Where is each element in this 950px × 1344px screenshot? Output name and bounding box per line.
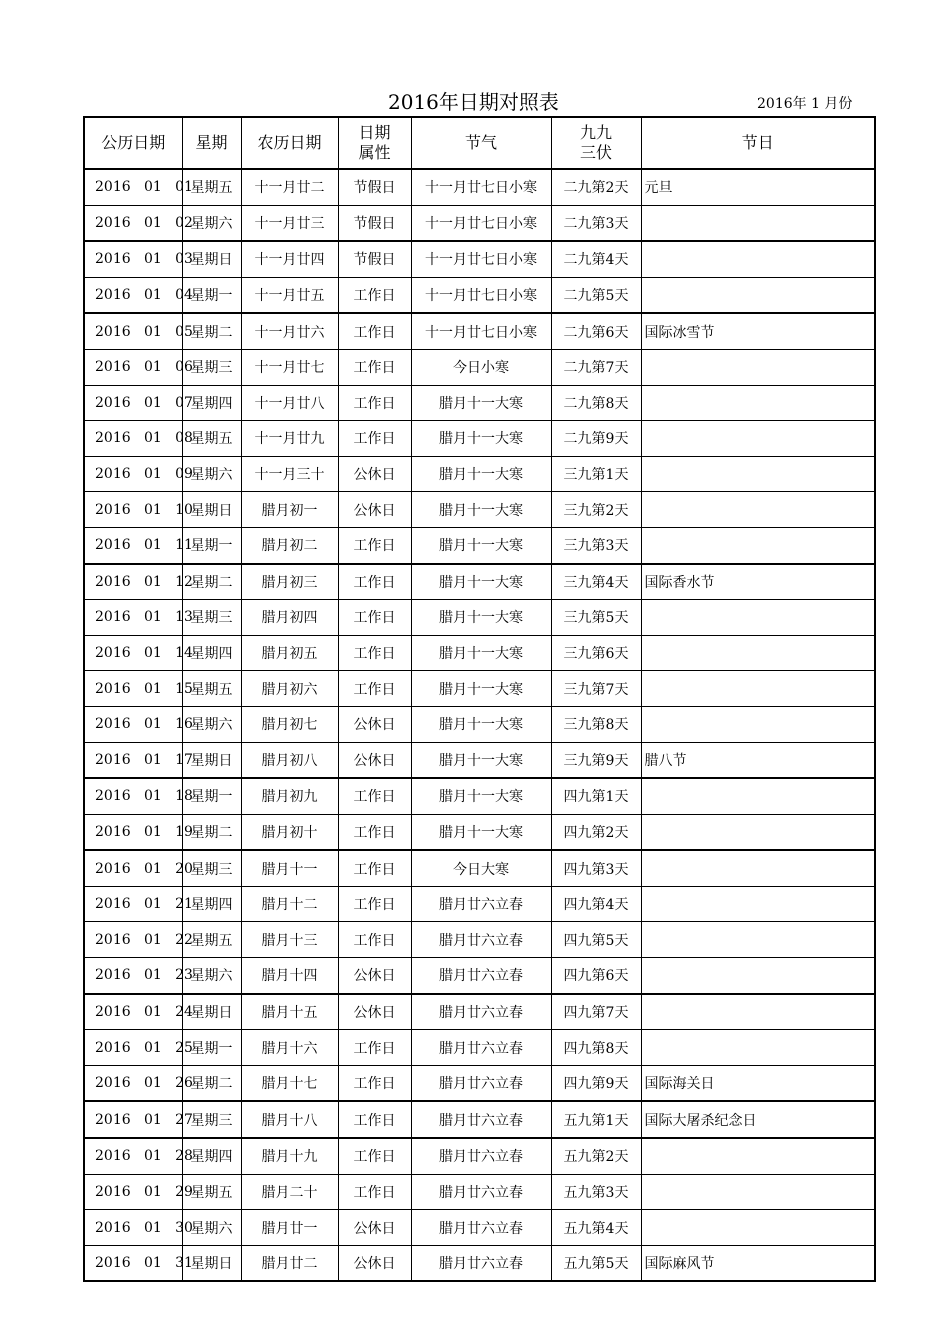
cell-holiday <box>641 277 875 313</box>
cell-weekday: 星期三 <box>182 349 241 385</box>
cell-date: 2016 01 11 <box>84 527 182 563</box>
cell-attr: 公休日 <box>338 456 411 492</box>
cell-term: 腊月十一大寒 <box>411 635 551 671</box>
cell-lunar: 腊月十九 <box>241 1138 338 1174</box>
cell-date: 2016 01 08 <box>84 421 182 457</box>
cell-holiday: 腊八节 <box>641 742 875 778</box>
page-title: 2016年日期对照表 <box>388 90 559 114</box>
cell-date: 2016 01 21 <box>84 886 182 922</box>
cell-holiday <box>641 527 875 563</box>
cell-holiday <box>641 706 875 742</box>
cell-weekday: 星期五 <box>182 1174 241 1210</box>
cell-lunar: 十一月三十 <box>241 456 338 492</box>
cell-holiday <box>641 850 875 886</box>
cell-lunar: 腊月十二 <box>241 886 338 922</box>
cell-term: 腊月十一大寒 <box>411 600 551 636</box>
header-attr: 日期 属性 <box>338 117 411 169</box>
cell-jiujiu: 二九第6天 <box>551 313 641 349</box>
cell-weekday: 星期日 <box>182 241 241 277</box>
cell-jiujiu: 四九第9天 <box>551 1065 641 1101</box>
header-lunar: 农历日期 <box>241 117 338 169</box>
cell-holiday: 国际香水节 <box>641 564 875 600</box>
cell-weekday: 星期六 <box>182 958 241 994</box>
cell-weekday: 星期六 <box>182 456 241 492</box>
cell-attr: 公休日 <box>338 1210 411 1246</box>
cell-term: 腊月廿六立春 <box>411 922 551 958</box>
cell-date: 2016 01 01 <box>84 169 182 205</box>
cell-jiujiu: 二九第2天 <box>551 169 641 205</box>
cell-jiujiu: 三九第8天 <box>551 706 641 742</box>
cell-lunar: 腊月初七 <box>241 706 338 742</box>
cell-holiday <box>641 814 875 850</box>
cell-jiujiu: 四九第3天 <box>551 850 641 886</box>
cell-date: 2016 01 07 <box>84 385 182 421</box>
table-row <box>84 1210 875 1246</box>
table-row <box>84 814 875 850</box>
cell-weekday: 星期日 <box>182 492 241 528</box>
cell-weekday: 星期一 <box>182 277 241 313</box>
cell-weekday: 星期四 <box>182 886 241 922</box>
cell-date: 2016 01 19 <box>84 814 182 850</box>
cell-term: 腊月廿六立春 <box>411 1101 551 1138</box>
cell-lunar: 腊月初八 <box>241 742 338 778</box>
table-row <box>84 1101 875 1138</box>
cell-weekday: 星期一 <box>182 778 241 814</box>
cell-weekday: 星期三 <box>182 850 241 886</box>
cell-lunar: 十一月廿九 <box>241 421 338 457</box>
header-term: 节气 <box>411 117 551 169</box>
table-row <box>84 205 875 241</box>
cell-jiujiu: 五九第1天 <box>551 1101 641 1138</box>
table-row <box>84 241 875 277</box>
cell-attr: 公休日 <box>338 1245 411 1281</box>
table-row <box>84 564 875 600</box>
cell-term: 腊月廿六立春 <box>411 1065 551 1101</box>
cell-attr: 工作日 <box>338 600 411 636</box>
cell-attr: 工作日 <box>338 850 411 886</box>
cell-term: 十一月廿七日小寒 <box>411 277 551 313</box>
cell-holiday: 国际冰雪节 <box>641 313 875 349</box>
cell-term: 今日大寒 <box>411 850 551 886</box>
cell-date: 2016 01 30 <box>84 1210 182 1246</box>
cell-lunar: 腊月初五 <box>241 635 338 671</box>
cell-term: 腊月十一大寒 <box>411 527 551 563</box>
cell-holiday <box>641 241 875 277</box>
table-row <box>84 421 875 457</box>
cell-jiujiu: 二九第4天 <box>551 241 641 277</box>
cell-attr: 工作日 <box>338 421 411 457</box>
cell-date: 2016 01 18 <box>84 778 182 814</box>
cell-term: 十一月廿七日小寒 <box>411 241 551 277</box>
cell-lunar: 十一月廿八 <box>241 385 338 421</box>
cell-weekday: 星期一 <box>182 527 241 563</box>
cell-term: 腊月十一大寒 <box>411 778 551 814</box>
cell-holiday <box>641 922 875 958</box>
cell-jiujiu: 三九第6天 <box>551 635 641 671</box>
cell-attr: 公休日 <box>338 994 411 1030</box>
table-row <box>84 635 875 671</box>
cell-jiujiu: 四九第6天 <box>551 958 641 994</box>
cell-weekday: 星期六 <box>182 706 241 742</box>
cell-term: 腊月廿六立春 <box>411 1030 551 1066</box>
cell-holiday <box>641 1030 875 1066</box>
cell-weekday: 星期五 <box>182 421 241 457</box>
cell-lunar: 十一月廿七 <box>241 349 338 385</box>
table-row <box>84 886 875 922</box>
cell-jiujiu: 二九第5天 <box>551 277 641 313</box>
header-weekday: 星期 <box>182 117 241 169</box>
cell-weekday: 星期三 <box>182 600 241 636</box>
cell-date: 2016 01 25 <box>84 1030 182 1066</box>
cell-date: 2016 01 23 <box>84 958 182 994</box>
cell-attr: 工作日 <box>338 1138 411 1174</box>
cell-attr: 公休日 <box>338 492 411 528</box>
cell-date: 2016 01 13 <box>84 600 182 636</box>
cell-weekday: 星期日 <box>182 742 241 778</box>
cell-lunar: 腊月十六 <box>241 1030 338 1066</box>
table-row <box>84 456 875 492</box>
cell-term: 腊月十一大寒 <box>411 564 551 600</box>
cell-holiday <box>641 778 875 814</box>
cell-date: 2016 01 09 <box>84 456 182 492</box>
cell-date: 2016 01 27 <box>84 1101 182 1138</box>
cell-date: 2016 01 02 <box>84 205 182 241</box>
cell-weekday: 星期日 <box>182 1245 241 1281</box>
cell-date: 2016 01 10 <box>84 492 182 528</box>
cell-date: 2016 01 06 <box>84 349 182 385</box>
cell-term: 十一月廿七日小寒 <box>411 313 551 349</box>
cell-attr: 节假日 <box>338 205 411 241</box>
cell-attr: 工作日 <box>338 886 411 922</box>
table-row <box>84 922 875 958</box>
cell-jiujiu: 四九第7天 <box>551 994 641 1030</box>
cell-term: 腊月廿六立春 <box>411 994 551 1030</box>
cell-holiday <box>641 671 875 707</box>
cell-jiujiu: 二九第9天 <box>551 421 641 457</box>
cell-jiujiu: 四九第2天 <box>551 814 641 850</box>
cell-lunar: 腊月十四 <box>241 958 338 994</box>
cell-attr: 工作日 <box>338 564 411 600</box>
header-holiday: 节日 <box>641 117 875 169</box>
cell-weekday: 星期一 <box>182 1030 241 1066</box>
table-row <box>84 742 875 778</box>
cell-lunar: 十一月廿五 <box>241 277 338 313</box>
table-row <box>84 958 875 994</box>
cell-term: 十一月廿七日小寒 <box>411 169 551 205</box>
table-row <box>84 1138 875 1174</box>
cell-jiujiu: 三九第9天 <box>551 742 641 778</box>
cell-holiday <box>641 1174 875 1210</box>
cell-term: 腊月十一大寒 <box>411 456 551 492</box>
cell-jiujiu: 二九第3天 <box>551 205 641 241</box>
table-row <box>84 994 875 1030</box>
cell-term: 腊月廿六立春 <box>411 1138 551 1174</box>
cell-term: 腊月十一大寒 <box>411 814 551 850</box>
cell-attr: 公休日 <box>338 958 411 994</box>
table-row <box>84 1065 875 1101</box>
header-row <box>84 117 875 169</box>
table-row <box>84 385 875 421</box>
cell-lunar: 十一月廿六 <box>241 313 338 349</box>
cell-lunar: 腊月十一 <box>241 850 338 886</box>
cell-attr: 工作日 <box>338 1174 411 1210</box>
header-jiujiu: 九九 三伏 <box>551 117 641 169</box>
cell-term: 腊月十一大寒 <box>411 706 551 742</box>
cell-lunar: 十一月廿三 <box>241 205 338 241</box>
table-row <box>84 277 875 313</box>
cell-term: 今日小寒 <box>411 349 551 385</box>
cell-term: 腊月十一大寒 <box>411 671 551 707</box>
cell-lunar: 腊月廿二 <box>241 1245 338 1281</box>
cell-lunar: 腊月十八 <box>241 1101 338 1138</box>
cell-weekday: 星期五 <box>182 671 241 707</box>
table-row <box>84 527 875 563</box>
table-row <box>84 1245 875 1281</box>
cell-jiujiu: 三九第5天 <box>551 600 641 636</box>
cell-date: 2016 01 22 <box>84 922 182 958</box>
cell-term: 十一月廿七日小寒 <box>411 205 551 241</box>
table-row <box>84 313 875 349</box>
cell-date: 2016 01 16 <box>84 706 182 742</box>
cell-term: 腊月十一大寒 <box>411 421 551 457</box>
cell-jiujiu: 三九第3天 <box>551 527 641 563</box>
table-row <box>84 492 875 528</box>
cell-jiujiu: 五九第4天 <box>551 1210 641 1246</box>
cell-weekday: 星期二 <box>182 313 241 349</box>
cell-date: 2016 01 31 <box>84 1245 182 1281</box>
cell-jiujiu: 四九第4天 <box>551 886 641 922</box>
cell-date: 2016 01 29 <box>84 1174 182 1210</box>
cell-term: 腊月廿六立春 <box>411 958 551 994</box>
cell-attr: 工作日 <box>338 527 411 563</box>
cell-attr: 工作日 <box>338 671 411 707</box>
cell-lunar: 腊月初十 <box>241 814 338 850</box>
cell-attr: 工作日 <box>338 1030 411 1066</box>
cell-jiujiu: 四九第1天 <box>551 778 641 814</box>
cell-jiujiu: 三九第1天 <box>551 456 641 492</box>
cell-jiujiu: 二九第7天 <box>551 349 641 385</box>
cell-holiday <box>641 421 875 457</box>
cell-term: 腊月廿六立春 <box>411 1174 551 1210</box>
table-row <box>84 850 875 886</box>
cell-jiujiu: 四九第5天 <box>551 922 641 958</box>
cell-attr: 工作日 <box>338 313 411 349</box>
cell-lunar: 腊月初二 <box>241 527 338 563</box>
cell-date: 2016 01 17 <box>84 742 182 778</box>
cell-weekday: 星期五 <box>182 922 241 958</box>
cell-attr: 工作日 <box>338 349 411 385</box>
cell-holiday <box>641 1138 875 1174</box>
cell-weekday: 星期四 <box>182 635 241 671</box>
cell-weekday: 星期二 <box>182 564 241 600</box>
cell-attr: 节假日 <box>338 241 411 277</box>
cell-attr: 工作日 <box>338 385 411 421</box>
cell-weekday: 星期日 <box>182 994 241 1030</box>
cell-term: 腊月十一大寒 <box>411 492 551 528</box>
cell-holiday <box>641 600 875 636</box>
cell-weekday: 星期六 <box>182 205 241 241</box>
cell-attr: 公休日 <box>338 742 411 778</box>
cell-date: 2016 01 26 <box>84 1065 182 1101</box>
table-row <box>84 778 875 814</box>
cell-holiday <box>641 385 875 421</box>
cell-lunar: 腊月十七 <box>241 1065 338 1101</box>
cell-jiujiu: 四九第8天 <box>551 1030 641 1066</box>
cell-jiujiu: 二九第8天 <box>551 385 641 421</box>
cell-term: 腊月十一大寒 <box>411 385 551 421</box>
header-date: 公历日期 <box>84 117 182 169</box>
cell-holiday <box>641 958 875 994</box>
date-table <box>83 116 876 1282</box>
cell-holiday: 国际麻风节 <box>641 1245 875 1281</box>
cell-holiday <box>641 886 875 922</box>
cell-holiday <box>641 456 875 492</box>
cell-holiday <box>641 205 875 241</box>
cell-attr: 工作日 <box>338 1101 411 1138</box>
month-label: 2016年 1 月份 <box>757 96 853 112</box>
table-row <box>84 1030 875 1066</box>
cell-jiujiu: 三九第2天 <box>551 492 641 528</box>
cell-weekday: 星期五 <box>182 169 241 205</box>
cell-lunar: 腊月十五 <box>241 994 338 1030</box>
cell-holiday: 国际海关日 <box>641 1065 875 1101</box>
cell-lunar: 腊月十三 <box>241 922 338 958</box>
cell-lunar: 腊月初九 <box>241 778 338 814</box>
table-row <box>84 349 875 385</box>
cell-attr: 公休日 <box>338 706 411 742</box>
cell-lunar: 腊月廿一 <box>241 1210 338 1246</box>
cell-weekday: 星期二 <box>182 814 241 850</box>
cell-attr: 工作日 <box>338 922 411 958</box>
cell-holiday: 元旦 <box>641 169 875 205</box>
cell-attr: 工作日 <box>338 1065 411 1101</box>
cell-lunar: 腊月初六 <box>241 671 338 707</box>
cell-weekday: 星期四 <box>182 385 241 421</box>
cell-attr: 工作日 <box>338 778 411 814</box>
cell-holiday <box>641 492 875 528</box>
cell-term: 腊月廿六立春 <box>411 886 551 922</box>
cell-date: 2016 01 12 <box>84 564 182 600</box>
cell-holiday: 国际大屠杀纪念日 <box>641 1101 875 1138</box>
cell-attr: 工作日 <box>338 814 411 850</box>
table-row <box>84 169 875 205</box>
cell-jiujiu: 五九第3天 <box>551 1174 641 1210</box>
cell-date: 2016 01 03 <box>84 241 182 277</box>
cell-lunar: 腊月初四 <box>241 600 338 636</box>
table-row <box>84 1174 875 1210</box>
cell-date: 2016 01 24 <box>84 994 182 1030</box>
cell-date: 2016 01 05 <box>84 313 182 349</box>
table-row <box>84 706 875 742</box>
cell-weekday: 星期六 <box>182 1210 241 1246</box>
cell-lunar: 十一月廿二 <box>241 169 338 205</box>
cell-holiday <box>641 635 875 671</box>
cell-jiujiu: 五九第5天 <box>551 1245 641 1281</box>
cell-attr: 工作日 <box>338 635 411 671</box>
cell-date: 2016 01 15 <box>84 671 182 707</box>
cell-term: 腊月廿六立春 <box>411 1210 551 1246</box>
cell-date: 2016 01 28 <box>84 1138 182 1174</box>
cell-weekday: 星期二 <box>182 1065 241 1101</box>
cell-weekday: 星期三 <box>182 1101 241 1138</box>
cell-term: 腊月廿六立春 <box>411 1245 551 1281</box>
cell-jiujiu: 五九第2天 <box>551 1138 641 1174</box>
cell-lunar: 腊月初三 <box>241 564 338 600</box>
cell-jiujiu: 三九第4天 <box>551 564 641 600</box>
cell-date: 2016 01 14 <box>84 635 182 671</box>
table-row <box>84 671 875 707</box>
cell-lunar: 腊月初一 <box>241 492 338 528</box>
cell-lunar: 腊月二十 <box>241 1174 338 1210</box>
cell-lunar: 十一月廿四 <box>241 241 338 277</box>
cell-term: 腊月十一大寒 <box>411 742 551 778</box>
cell-attr: 工作日 <box>338 277 411 313</box>
cell-holiday <box>641 349 875 385</box>
cell-date: 2016 01 20 <box>84 850 182 886</box>
table-row <box>84 600 875 636</box>
cell-holiday <box>641 994 875 1030</box>
cell-attr: 节假日 <box>338 169 411 205</box>
cell-holiday <box>641 1210 875 1246</box>
cell-weekday: 星期四 <box>182 1138 241 1174</box>
cell-date: 2016 01 04 <box>84 277 182 313</box>
cell-jiujiu: 三九第7天 <box>551 671 641 707</box>
